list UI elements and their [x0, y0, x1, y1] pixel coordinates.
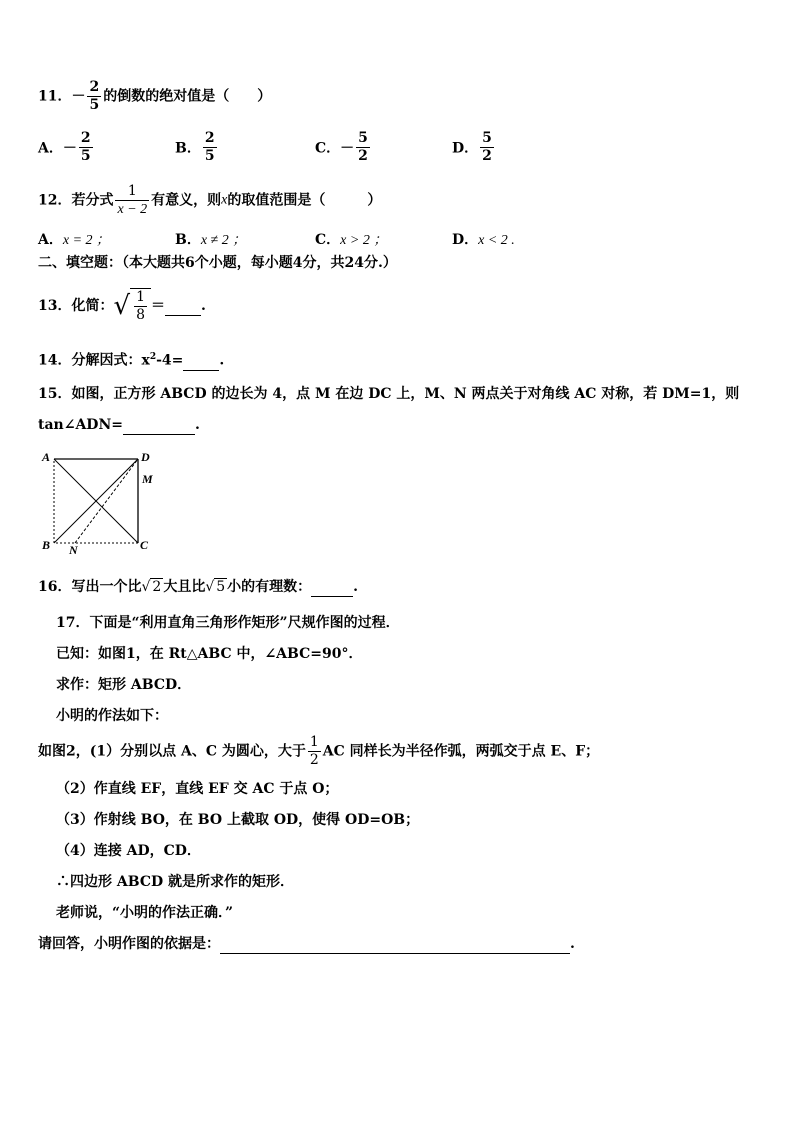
q11-option-d[interactable] [452, 130, 496, 165]
q11-sign: － [71, 88, 86, 105]
q12-option-a-text: x = 2 ； [62, 233, 111, 248]
q13-stem [38, 288, 206, 324]
q17-line-7: （3）作射线 BO，在 BO 上截取 OD，使得 OD=OB； [56, 812, 420, 828]
q12-frac-num: 1 [115, 183, 149, 201]
segment-dn [75, 459, 138, 543]
q11-option-b-num: 2 [204, 130, 215, 146]
q11-option-c[interactable] [315, 130, 372, 165]
q12-var: x [221, 192, 228, 208]
q13-frac-den: 8 [136, 307, 145, 323]
square-figure [38, 446, 162, 558]
q11-option-d-num: 5 [482, 130, 492, 146]
q12-option-d-label: D． [452, 232, 479, 248]
q17-line-11 [38, 935, 575, 954]
q14-sup: 2 [149, 352, 157, 362]
q17-line-1: 17．下面是“利用直角三角形作矩形”尺规作图的过程． [56, 615, 400, 631]
q11-option-c-num: 5 [358, 130, 368, 146]
q17-answer-prompt: 请回答，小明作图的依据是： [38, 936, 220, 952]
q17-line-5-num: 1 [309, 734, 319, 750]
q11-option-b[interactable] [175, 130, 219, 165]
q17-line-6: （2）作直线 EF，直线 EF 交 AC 于点 O； [56, 781, 339, 797]
q11-option-c-den: 2 [358, 148, 368, 164]
q14-post: -4= [156, 352, 184, 369]
q17-line-10: 老师说，“小明的作法正确．” [56, 905, 234, 921]
q13-post: ＝ [150, 298, 165, 314]
q15-line-2 [38, 416, 200, 435]
q12-option-d-text: x < 2 . [478, 233, 515, 248]
q12-number: 12． [38, 192, 72, 209]
q12-option-a-label: A． [38, 232, 63, 248]
q12-option-d[interactable] [452, 229, 515, 249]
q15-tan-label: tan∠ADN= [38, 417, 123, 433]
q16-radicand-1: 2 [152, 579, 162, 595]
q13-pre: 13．化简： [38, 298, 114, 314]
q11-option-a-sign: － [62, 140, 77, 157]
q11-option-a-den: 5 [80, 148, 91, 164]
q11-frac-num: 2 [89, 79, 100, 95]
q12-mid: 有意义，则 [151, 192, 222, 209]
q17-line-5-den: 2 [309, 752, 319, 768]
q11-option-b-label: B． [175, 140, 201, 157]
q16-radicand-2: 5 [216, 579, 226, 595]
q15-end: . [194, 417, 200, 433]
sqrt-icon: √ [141, 579, 151, 595]
q12-option-c-text: x > 2 ； [340, 233, 388, 248]
q12-pre: 若分式 [71, 192, 114, 209]
q16-mid: 大且比 [163, 579, 206, 595]
q15-line-1: 15．如图，正方形 ABCD 的边长为 4，点 M 在边 DC 上，M、N 两点关于对角线 AC 对称，若 DM=1，则 [38, 386, 740, 402]
label-m: M [142, 472, 153, 486]
label-b: B [42, 538, 51, 552]
q16-pre: 16．写出一个比 [38, 579, 142, 595]
q12-option-b-label: B． [175, 232, 201, 248]
q11-option-b-den: 5 [204, 148, 215, 164]
q11-option-d-label: D． [452, 140, 479, 157]
label-d: D [141, 450, 150, 464]
q11-number: 11． [38, 88, 72, 105]
label-c: C [140, 538, 149, 552]
q17-answer-blank[interactable] [220, 935, 570, 954]
q11-option-d-den: 2 [482, 148, 492, 164]
q17-line-3: 求作：矩形 ABCD． [56, 677, 192, 693]
q17-line-8: （4）连接 AD，CD． [56, 843, 201, 859]
q12-option-c-label: C． [315, 232, 341, 248]
q11-option-c-sign: － [340, 140, 355, 157]
q17-end: . [570, 936, 575, 952]
q12-post: 的取值范围是（ ） [227, 192, 382, 209]
q12-option-b-text: x ≠ 2 ； [200, 233, 247, 248]
q11-stem [38, 79, 271, 114]
q11-option-a[interactable] [38, 130, 95, 165]
q12-frac-den: x − 2 [117, 202, 148, 217]
q11-frac-den: 5 [89, 97, 100, 113]
q14-end: . [219, 352, 225, 369]
label-n: N [69, 543, 78, 557]
q11-option-a-label: A． [38, 140, 63, 157]
label-a: A [42, 450, 51, 464]
q17-line-2: 已知：如图1，在 Rt△ABC 中，∠ABC=90°． [56, 646, 363, 662]
q17-line-5-pre: 如图2，(1）分别以点 A、C 为圆心，大于 [38, 743, 306, 760]
q17-line-5 [38, 734, 599, 769]
q14-answer-blank[interactable] [183, 352, 219, 371]
q13-end: . [200, 298, 206, 314]
sqrt-icon: √ [205, 579, 215, 595]
q12-option-c[interactable] [315, 229, 387, 249]
q16-post: 小的有理数： [227, 579, 312, 595]
q17-line-5-post: AC 同样长为半径作弧，两弧交于点 E、F； [322, 743, 600, 760]
q11-option-c-label: C． [315, 140, 341, 157]
q16-answer-blank[interactable] [311, 578, 353, 597]
q16-stem [38, 578, 358, 597]
q11-text: 的倒数的绝对值是（ ） [103, 88, 272, 105]
q14-pre: 14．分解因式：x [38, 352, 150, 369]
q17-line-4: 小明的作法如下： [56, 708, 168, 724]
q13-frac-num: 1 [136, 289, 145, 305]
q11-fraction [87, 79, 101, 114]
q12-option-b[interactable] [175, 229, 246, 249]
section-2-heading: 二、填空题：（本大题共6个小题，每小题4分，共24分.） [38, 255, 397, 271]
q15-answer-blank[interactable] [123, 416, 195, 435]
q14-stem [38, 348, 224, 371]
q13-answer-blank[interactable] [165, 297, 201, 316]
q11-option-a-num: 2 [80, 130, 91, 146]
q12-option-a[interactable] [38, 229, 110, 249]
q12-stem [38, 183, 381, 218]
q16-end: . [353, 579, 359, 595]
sqrt-icon: √ [113, 291, 131, 321]
q17-line-9: ∴四边形 ABCD 就是所求作的矩形． [56, 874, 294, 890]
